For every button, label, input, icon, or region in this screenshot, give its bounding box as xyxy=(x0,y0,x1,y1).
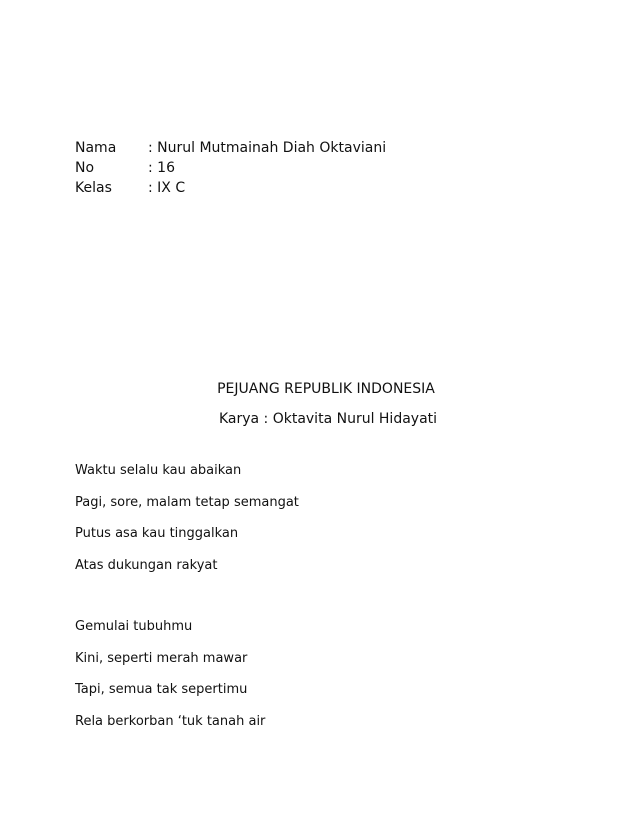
poem-stanza xyxy=(75,462,299,588)
poem-line: Tapi, semua tak sepertimu xyxy=(75,682,248,697)
info-value: : 16 xyxy=(148,160,175,176)
poem-line: Pagi, sore, malam tetap semangat xyxy=(75,494,299,510)
poem-title: PEJUANG REPUBLIK INDONESIA xyxy=(217,381,435,397)
info-row-class xyxy=(75,178,386,198)
poem-author: Karya : Oktavita Nurul Hidayati xyxy=(218,411,438,427)
info-row-number xyxy=(75,158,386,178)
student-info xyxy=(75,138,386,198)
poem-stanza xyxy=(75,618,265,744)
poem-line: Rela berkorban ‘tuk tanah air xyxy=(75,713,266,729)
poem-line: Kini, seperti merah mawar xyxy=(75,650,248,666)
info-label: Kelas xyxy=(75,180,112,196)
info-value: : IX C xyxy=(148,180,186,196)
info-label: No xyxy=(75,160,95,176)
poem-line: Gemulai tubuhmu xyxy=(75,619,193,634)
poem-line: Putus asa kau tinggalkan xyxy=(75,526,239,541)
poem-line: Waktu selalu kau abaikan xyxy=(75,463,242,478)
poem-line: Atas dukungan rakyat xyxy=(75,557,218,573)
info-label: Nama xyxy=(75,140,117,156)
info-value: : Nurul Mutmainah Diah Oktaviani xyxy=(148,140,387,156)
info-row-name xyxy=(75,138,386,158)
